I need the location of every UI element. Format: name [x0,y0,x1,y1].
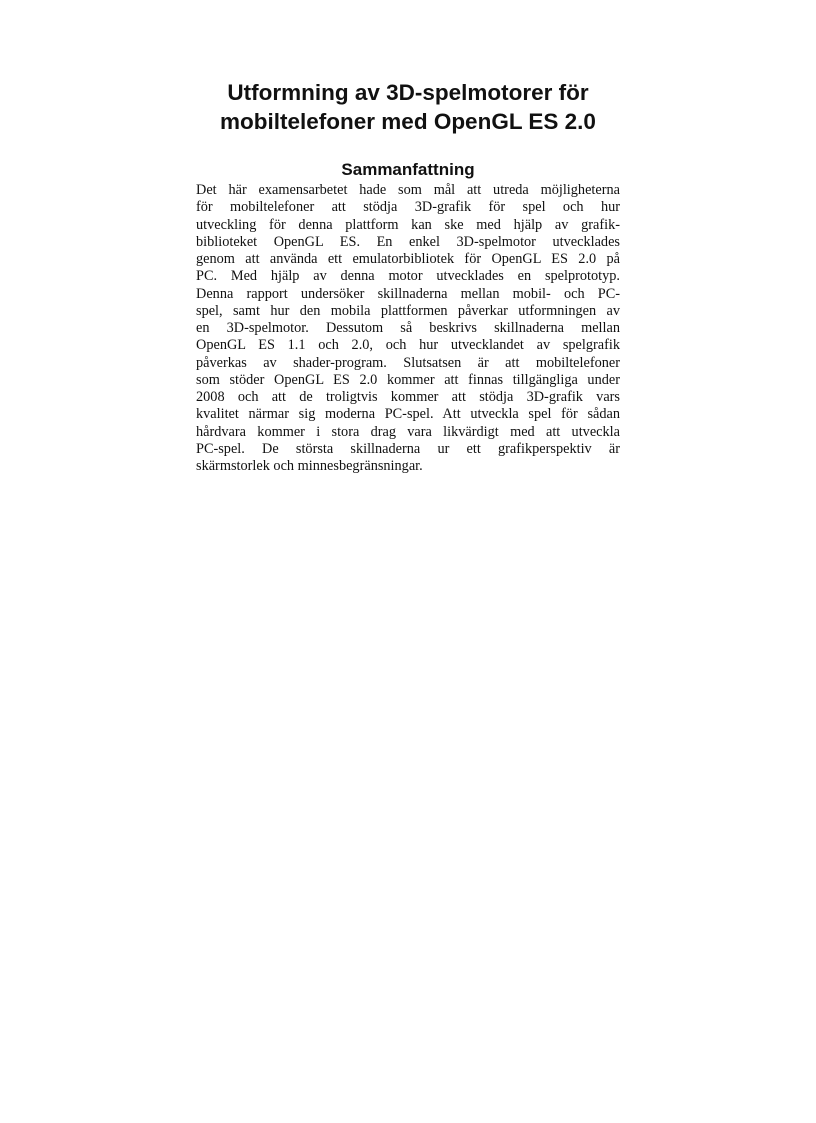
abstract-line: kvalitet närmar sig moderna PC-spel. Att utveckla spel för sådan [196,406,620,423]
abstract-line: OpenGL ES 1.1 och 2.0, och hur utvecklandet av spelgrafik [196,337,620,354]
title-line: mobiltelefoner med OpenGL ES 2.0 [220,109,596,134]
abstract-line: påverkas av shader-program. Slutsatsen är att mobiltelefoner [196,354,620,371]
abstract-body [196,182,620,475]
abstract-line: som stöder OpenGL ES 2.0 kommer att finnas tillgängliga under [196,371,620,388]
abstract-heading: Sammanfattning [341,160,475,179]
abstract-line: genom att använda ett emulatorbibliotek för OpenGL ES 2.0 på [196,251,620,267]
abstract-line: PC-spel. De största skillnaderna ur ett grafikperspektiv är [196,440,620,457]
abstract-line: för mobiltelefoner att stödja 3D-grafik för spel och hur [196,199,620,216]
abstract-line: 2008 och att de troligtvis kommer att stödja 3D-grafik vars [196,389,620,405]
abstract-line: Denna rapport undersöker skillnaderna mellan mobil- och PC- [196,285,620,302]
abstract-line: utveckling för denna plattform kan ske med hjälp av grafik- [196,216,620,233]
title-line: Utformning av 3D-spelmotorer för [227,80,589,105]
abstract-line: spel, samt hur den mobila plattformen påverkar utformningen av [196,302,620,319]
document-title [180,78,636,136]
abstract-line: en 3D-spelmotor. Dessutom så beskrivs skillnaderna mellan [196,320,620,336]
abstract-line: Det här examensarbetet hade som mål att utreda möjligheterna [196,182,620,198]
abstract-line: hårdvara kommer i stora drag vara likvärdigt med att utveckla [196,423,620,440]
abstract-line: skärmstorlek och minnesbegränsningar. [196,458,423,474]
abstract-line: biblioteket OpenGL ES. En enkel 3D-spelmotor utvecklades [196,233,620,250]
abstract-line: PC. Med hjälp av denna motor utvecklades en spelprototyp. [196,268,620,285]
